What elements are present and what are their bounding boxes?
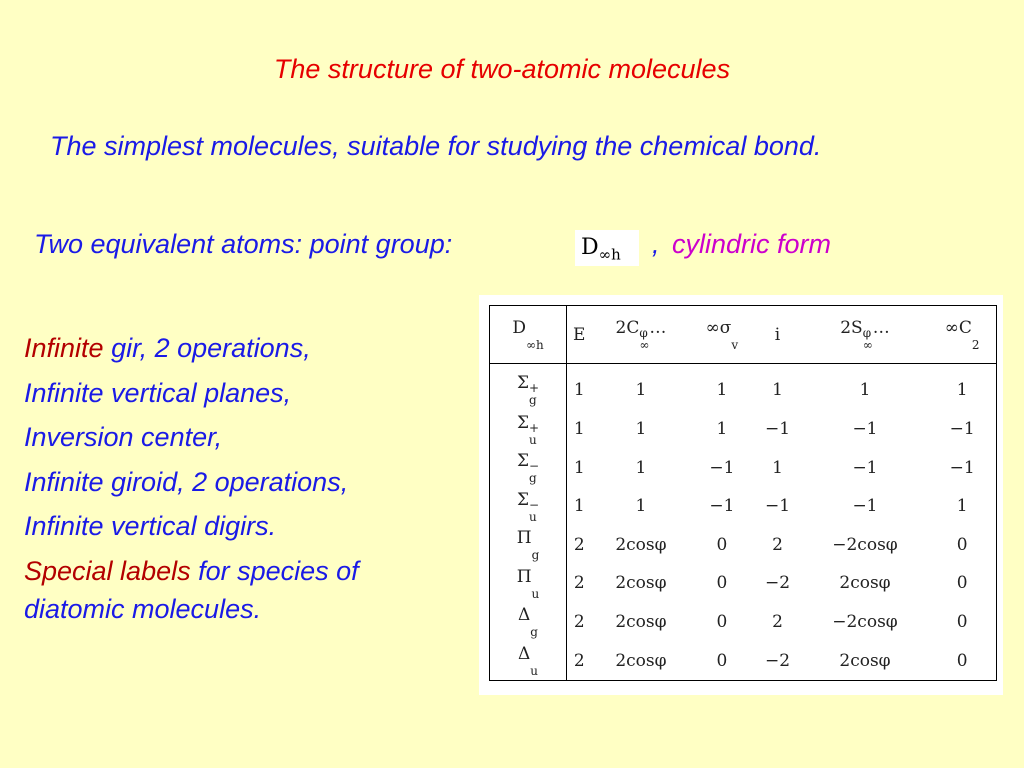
point-group-subscript: ∞h	[598, 245, 621, 264]
species-label-superscript: +	[528, 420, 540, 435]
character-value: −1	[852, 496, 878, 517]
character-value: −2	[764, 573, 791, 594]
character-value: 2	[573, 650, 585, 671]
species-label	[516, 566, 540, 601]
character-value: 0	[956, 611, 968, 632]
species-label-base: Σ	[516, 489, 529, 510]
character-value: 1	[716, 419, 728, 439]
character-value: 2	[573, 573, 585, 594]
character-table	[489, 305, 997, 681]
character-row	[490, 564, 997, 603]
header-label	[944, 318, 980, 352]
character-row	[490, 603, 997, 642]
character-value: 0	[716, 534, 728, 555]
species-cell	[490, 364, 567, 410]
character-table-header	[490, 306, 997, 364]
header-label-base: E	[573, 324, 586, 345]
character-value: 1	[772, 379, 783, 400]
character-value: 2	[772, 611, 783, 632]
character-value: 2cosφ	[615, 534, 667, 555]
character-value: 2cosφ	[615, 650, 667, 671]
character-value: 2	[772, 534, 783, 555]
species-label	[517, 644, 538, 679]
species-label-base: Σ	[516, 373, 529, 394]
header-label-base: ∞C	[944, 318, 972, 338]
species-cell	[490, 448, 567, 487]
header-label	[615, 318, 667, 352]
header-label-superscript: φ	[862, 326, 872, 340]
character-row	[490, 448, 997, 487]
character-table-body	[490, 364, 997, 681]
special-labels-highlight: Special labels	[24, 555, 191, 586]
character-value: 0	[956, 534, 968, 555]
character-value: 1	[573, 457, 585, 478]
species-label-base: Π	[516, 566, 532, 587]
operation-text: Infinite vertical digirs.	[24, 511, 277, 541]
character-value: 1	[573, 496, 585, 517]
character-value: 1	[573, 419, 585, 439]
character-value: 2cosφ	[615, 611, 667, 632]
species-label-subscript: g	[528, 471, 537, 486]
operation-line	[24, 371, 464, 416]
character-value: 0	[716, 650, 728, 671]
header-cell	[928, 306, 996, 364]
character-value: −2cosφ	[832, 534, 898, 555]
character-value: −1	[709, 496, 735, 517]
character-row	[490, 487, 997, 526]
species-cell	[490, 603, 567, 642]
character-value: 1	[635, 457, 647, 478]
slide-title: The structure of two-atomic molecules	[273, 54, 731, 84]
header-label-tail: …	[649, 318, 667, 338]
character-value: 2	[573, 611, 585, 632]
species-cell	[490, 525, 567, 564]
header-label-base: 2C	[615, 318, 640, 338]
header-label-base: i	[774, 324, 781, 345]
point-group-symbol: D	[581, 235, 599, 260]
character-value: −2	[764, 650, 791, 671]
point-group-prefix: Two equivalent atoms: point group:	[34, 229, 453, 259]
operation-text: Infinite giroid, 2 operations,	[24, 466, 349, 497]
character-table-panel	[479, 295, 1003, 695]
character-value: 0	[716, 611, 728, 632]
character-value: 0	[956, 650, 968, 671]
header-label-subscript: 2	[971, 338, 980, 352]
cylindric-form-label: cylindric form	[672, 229, 832, 259]
header-label-subscript: ∞	[639, 338, 650, 352]
species-label	[516, 451, 540, 486]
header-cell	[802, 306, 928, 364]
species-label-subscript: u	[531, 586, 540, 601]
character-value: 1	[956, 496, 968, 517]
intro-paragraph: The simplest molecules, suitable for studying the chemical bond.	[50, 131, 822, 161]
character-value: −1	[709, 457, 735, 478]
operation-line	[24, 504, 464, 549]
species-label-base: Σ	[516, 451, 529, 472]
character-row	[490, 364, 997, 410]
character-value: 0	[716, 573, 728, 594]
species-label-base: Σ	[516, 412, 529, 433]
operation-line	[24, 460, 464, 505]
character-row	[490, 525, 997, 564]
character-value: 1	[716, 379, 728, 400]
operation-text: Infinite vertical planes,	[24, 377, 292, 408]
species-label	[516, 528, 540, 563]
header-label-superscript: φ	[639, 326, 648, 340]
species-label	[518, 605, 538, 640]
operation-text: gir, 2 operations,	[103, 333, 311, 363]
species-label-superscript: +	[528, 381, 540, 396]
point-group-symbol-box	[575, 230, 639, 266]
header-cell	[490, 306, 567, 364]
header-label	[705, 318, 739, 352]
header-label-subscript: ∞h	[525, 338, 544, 352]
character-value: 1	[573, 379, 585, 400]
character-value: 0	[956, 573, 968, 594]
character-value: −2cosφ	[832, 611, 898, 632]
header-label-subscript: v	[731, 338, 739, 352]
character-value: 2cosφ	[839, 573, 891, 594]
species-label-base: Π	[516, 528, 532, 549]
header-label-base: D	[512, 318, 526, 338]
species-cell	[490, 564, 567, 603]
species-label-subscript: u	[528, 432, 537, 447]
header-label-tail: …	[872, 318, 890, 338]
species-cell	[490, 487, 567, 526]
header-label	[840, 318, 890, 352]
character-value: −1	[852, 457, 878, 478]
character-value: −1	[764, 419, 791, 439]
character-value: 2cosφ	[615, 573, 667, 594]
header-cell	[690, 306, 753, 364]
species-label-subscript: g	[530, 625, 538, 640]
species-label-base: Δ	[518, 605, 531, 626]
character-value: 2cosφ	[839, 650, 891, 671]
header-label-base: 2S	[840, 318, 863, 338]
header-label	[512, 318, 544, 352]
character-value: −1	[764, 496, 791, 517]
header-label-subscript: ∞	[862, 338, 873, 352]
operation-highlight: Infinite	[24, 333, 104, 363]
header-label	[775, 325, 780, 345]
header-cell	[567, 306, 592, 364]
species-label	[516, 489, 540, 524]
header-cell	[753, 306, 801, 364]
species-label	[516, 412, 540, 447]
operation-line	[24, 326, 464, 371]
character-value: 2	[573, 534, 585, 555]
species-cell	[490, 641, 567, 680]
species-cell	[490, 410, 567, 449]
special-labels-text: for species of diatomic molecules.	[24, 555, 359, 624]
character-value: −1	[949, 419, 975, 439]
species-label-base: Δ	[517, 644, 531, 665]
character-value: 1	[859, 379, 871, 400]
character-value: 1	[635, 496, 647, 517]
species-label-subscript: g	[528, 393, 537, 408]
species-label-subscript: g	[531, 548, 540, 563]
operation-line	[24, 415, 464, 460]
character-row	[490, 641, 997, 680]
point-group-comma: ,	[652, 229, 660, 259]
species-label	[516, 373, 540, 408]
character-value: 1	[772, 457, 783, 478]
operations-list	[24, 326, 464, 628]
character-value: 1	[635, 419, 647, 439]
species-label-subscript: u	[530, 664, 538, 679]
species-label-superscript: −	[528, 497, 540, 512]
character-value: −1	[852, 419, 878, 439]
operation-text: Inversion center,	[24, 422, 223, 452]
character-row	[490, 410, 997, 449]
character-value: 1	[956, 379, 968, 400]
species-label-superscript: −	[528, 459, 540, 474]
header-cell	[591, 306, 690, 364]
header-label	[573, 325, 585, 345]
character-value: 1	[635, 379, 647, 400]
character-value: −1	[949, 457, 975, 478]
header-label-base: ∞σ	[705, 318, 732, 338]
species-label-subscript: u	[528, 509, 537, 524]
special-labels-note	[24, 552, 464, 628]
